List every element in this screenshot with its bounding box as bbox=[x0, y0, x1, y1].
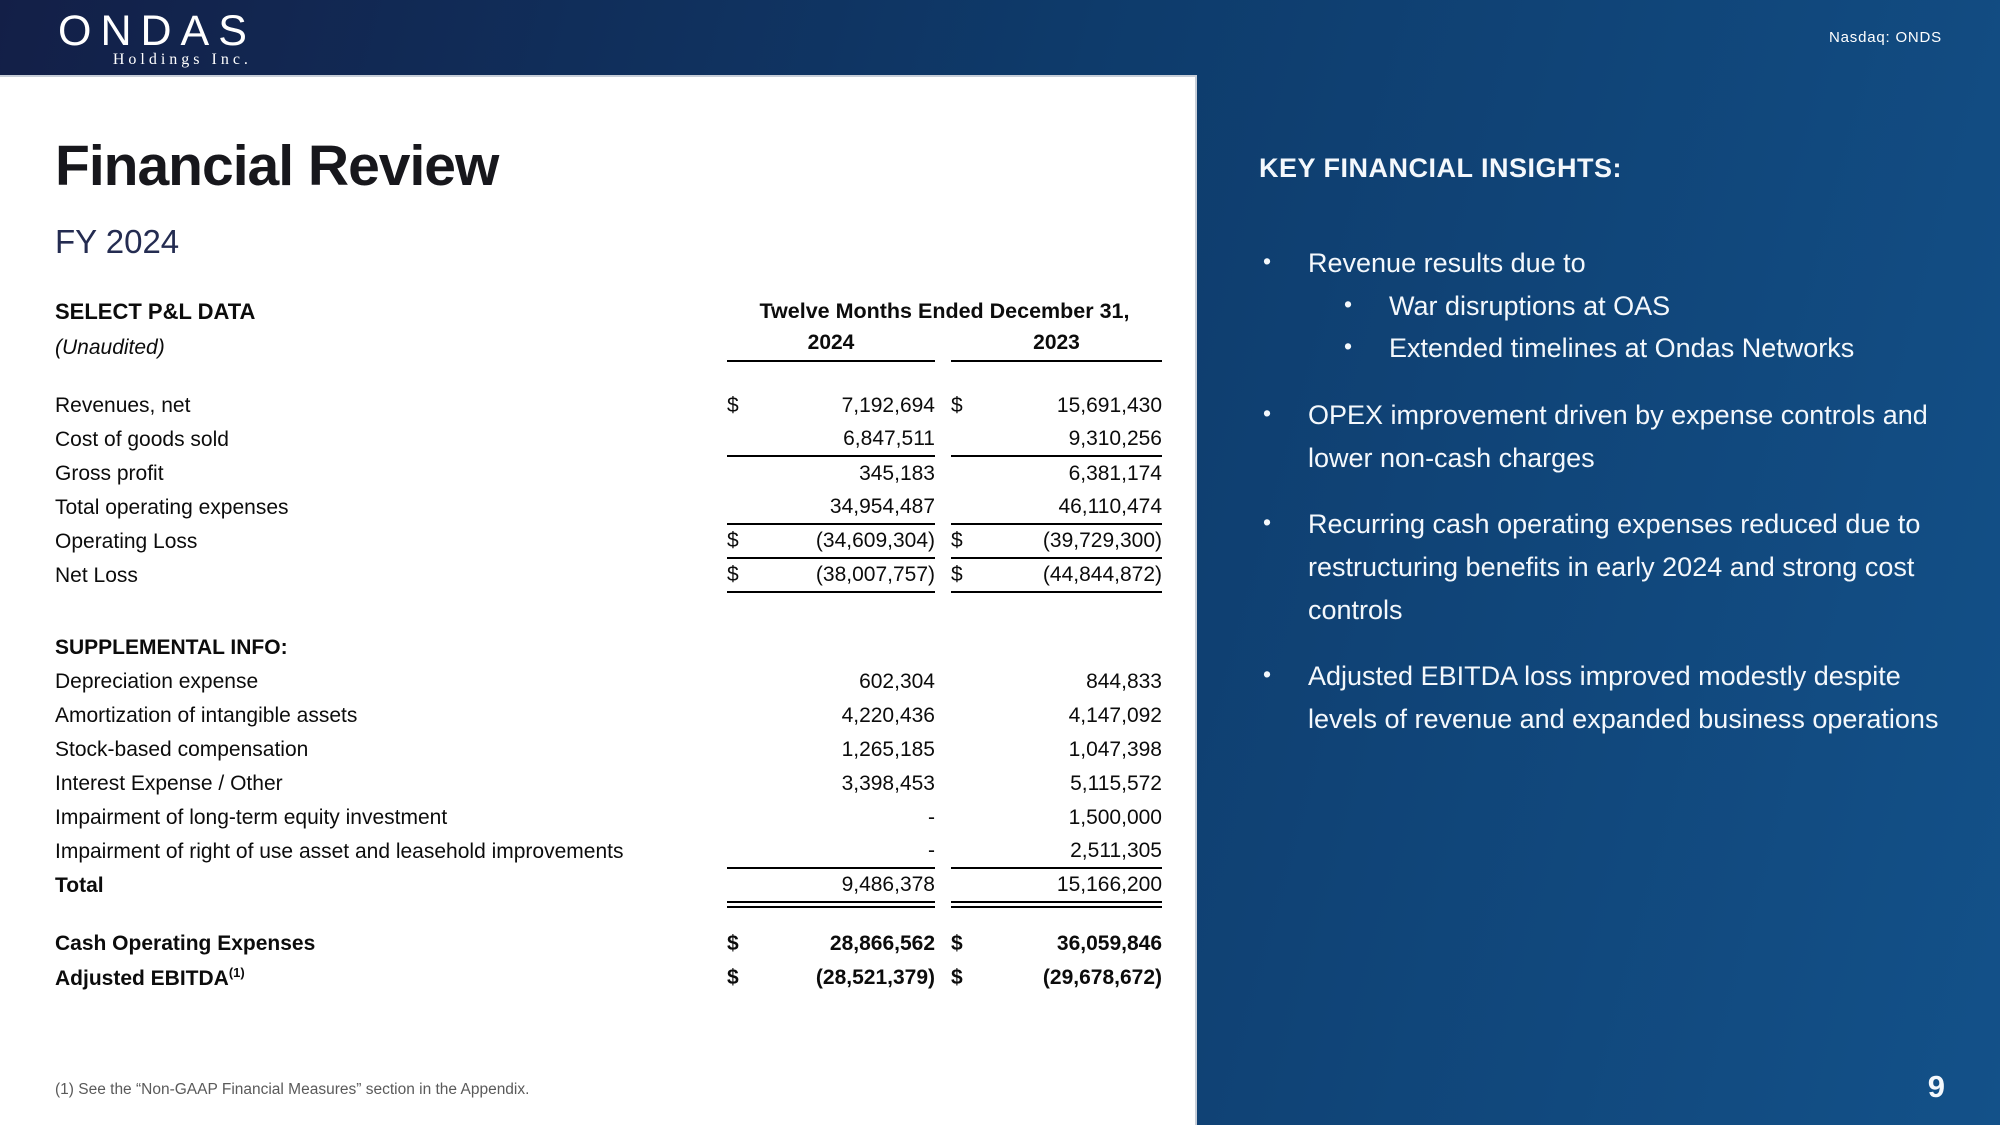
cell-value: 602,304 bbox=[859, 670, 935, 693]
cell-value: 4,220,436 bbox=[841, 704, 935, 727]
cell-value: 345,183 bbox=[859, 462, 935, 485]
dollar-sign: $ bbox=[951, 394, 963, 417]
cell-c23 bbox=[951, 665, 1162, 699]
cell-c24 bbox=[727, 389, 935, 423]
table-title: SELECT P&L DATA bbox=[55, 299, 256, 324]
table-subtitle: (Unaudited) bbox=[55, 336, 165, 359]
row-label: Adjusted EBITDA$^{(1)}$ bbox=[55, 965, 245, 990]
insights-panel bbox=[1197, 75, 2000, 1125]
bullet-text: Revenue results due to bbox=[1308, 248, 1586, 278]
cell-value: 9,486,378 bbox=[841, 873, 935, 896]
cell-value: 6,847,511 bbox=[843, 427, 935, 450]
cell-value: 1,047,398 bbox=[1068, 738, 1162, 761]
cell-value: 6,381,174 bbox=[1068, 462, 1162, 485]
row-label: Cash Operating Expenses bbox=[55, 932, 316, 955]
table-row bbox=[55, 869, 1162, 903]
insights-heading: KEY FINANCIAL INSIGHTS: bbox=[1259, 153, 1623, 183]
row-label: Cost of goods sold bbox=[55, 428, 229, 451]
insight-bullet bbox=[1259, 655, 1942, 740]
cell-c24 bbox=[727, 927, 935, 961]
row-label: Net Loss bbox=[55, 564, 138, 587]
row-label: Operating Loss bbox=[55, 530, 198, 553]
table-spacer bbox=[55, 593, 1162, 631]
cell-value: 15,166,200 bbox=[1056, 873, 1162, 896]
cell-value: 844,833 bbox=[1086, 670, 1162, 693]
cell-c23 bbox=[951, 927, 1162, 961]
cell-c24 bbox=[727, 457, 935, 491]
logo-wordmark: ONDAS bbox=[58, 7, 256, 55]
table-row bbox=[55, 491, 1162, 525]
cell-value: 3,398,453 bbox=[841, 772, 935, 795]
cell-value: 9,310,256 bbox=[1068, 427, 1162, 450]
row-label: SUPPLEMENTAL INFO: bbox=[55, 636, 288, 659]
cell-c24 bbox=[727, 767, 935, 801]
period-header: Twelve Months Ended December 31, bbox=[759, 299, 1130, 323]
row-label: Impairment of right of use asset and leasehold improvements bbox=[55, 840, 624, 863]
cell-c23 bbox=[951, 491, 1162, 525]
cell-c24 bbox=[727, 733, 935, 767]
cell-value: 36,059,846 bbox=[1056, 932, 1162, 955]
table-row bbox=[55, 835, 1162, 869]
dollar-sign: $ bbox=[727, 529, 739, 552]
page-title: Financial Review bbox=[55, 134, 499, 198]
table-row bbox=[55, 961, 1162, 995]
content-panel bbox=[0, 75, 1197, 1125]
insight-bullet bbox=[1259, 394, 1942, 479]
table-row bbox=[55, 699, 1162, 733]
table-row bbox=[55, 927, 1162, 961]
cell-value: 5,115,572 bbox=[1070, 772, 1162, 795]
ondas-logo bbox=[58, 7, 256, 69]
ticker-label: Nasdaq: ONDS bbox=[1829, 29, 1942, 46]
insight-sub-list bbox=[1308, 285, 1942, 370]
cell-value: - bbox=[928, 839, 935, 862]
insight-sub-bullet bbox=[1340, 285, 1942, 328]
cell-c23 bbox=[951, 801, 1162, 835]
cell-value: 46,110,474 bbox=[1058, 495, 1162, 518]
row-label: Total bbox=[55, 874, 104, 897]
cell-c24 bbox=[727, 423, 935, 457]
cell-c24 bbox=[727, 525, 935, 559]
row-label: Impairment of long-term equity investment bbox=[55, 806, 448, 829]
table-header-labels bbox=[55, 299, 727, 362]
bullet-text: War disruptions at OAS bbox=[1389, 290, 1671, 321]
table-row bbox=[55, 525, 1162, 559]
row-label: Amortization of intangible assets bbox=[55, 704, 358, 727]
page-subtitle: FY 2024 bbox=[55, 223, 180, 260]
cell-c24 bbox=[727, 665, 935, 699]
footnote: (1) See the “Non-GAAP Financial Measures” section in the Appendix. bbox=[55, 1081, 530, 1098]
cell-c24 bbox=[727, 699, 935, 733]
dollar-sign: $ bbox=[727, 563, 739, 586]
table-row bbox=[55, 733, 1162, 767]
table-row bbox=[55, 423, 1162, 457]
table-row bbox=[55, 389, 1162, 423]
insights-list bbox=[1259, 242, 1942, 741]
cell-value: (39,729,300) bbox=[1042, 529, 1162, 552]
year-headers bbox=[727, 331, 1162, 362]
cell-value: 7,192,694 bbox=[841, 394, 935, 417]
dollar-sign: $ bbox=[951, 563, 963, 586]
bullet-text: Extended timelines at Ondas Networks bbox=[1389, 333, 1855, 364]
cell-value: 28,866,562 bbox=[829, 932, 935, 955]
cell-value: 15,691,430 bbox=[1056, 394, 1162, 417]
table-row bbox=[55, 457, 1162, 491]
cell-value: (29,678,672) bbox=[1042, 966, 1162, 989]
cell-c24 bbox=[727, 835, 935, 869]
pl-table bbox=[55, 299, 1162, 995]
header-bar bbox=[0, 0, 2000, 75]
insight-sub-bullet bbox=[1340, 327, 1942, 370]
bullet-icon: • bbox=[1263, 248, 1272, 274]
insight-bullet bbox=[1259, 503, 1942, 631]
bullet-text: Adjusted EBITDA loss improved modestly despite levels of revenue and expanded business operations bbox=[1308, 661, 1939, 734]
cell-value: - bbox=[928, 806, 935, 829]
cell-c24 bbox=[727, 869, 935, 903]
table-rows bbox=[55, 389, 1162, 995]
row-label: Depreciation expense bbox=[55, 670, 259, 693]
table-header bbox=[55, 299, 1162, 362]
bullet-icon: • bbox=[1263, 399, 1272, 426]
row-label: Revenues, net bbox=[55, 394, 191, 417]
cell-c23 bbox=[951, 423, 1162, 457]
cell-c24 bbox=[727, 559, 935, 593]
cell-c23 bbox=[951, 389, 1162, 423]
cell-value: (28,521,379) bbox=[815, 966, 935, 989]
cell-c23 bbox=[951, 961, 1162, 995]
cell-c23 bbox=[951, 767, 1162, 801]
table-period-block bbox=[727, 299, 1162, 362]
cell-value: 4,147,092 bbox=[1068, 704, 1162, 727]
cell-c24 bbox=[727, 491, 935, 525]
table-row bbox=[55, 559, 1162, 593]
cell-value: 2,511,305 bbox=[1070, 839, 1162, 862]
dollar-sign: $ bbox=[727, 394, 739, 417]
row-label: Stock-based compensation bbox=[55, 738, 309, 761]
row-label: Interest Expense / Other bbox=[55, 772, 283, 795]
dollar-sign: $ bbox=[951, 529, 963, 552]
dollar-sign: $ bbox=[727, 932, 739, 955]
table-row bbox=[55, 767, 1162, 801]
year-header-2024: 2024 bbox=[727, 331, 935, 362]
page-number: 9 bbox=[1927, 1069, 1945, 1104]
cell-value: 1,265,185 bbox=[841, 738, 935, 761]
cell-c23 bbox=[951, 733, 1162, 767]
cell-value: 1,500,000 bbox=[1068, 806, 1162, 829]
bullet-text: OPEX improvement driven by expense controls and lower non-cash charges bbox=[1308, 399, 1928, 473]
bullet-icon: • bbox=[1263, 661, 1272, 688]
dollar-sign: $ bbox=[951, 932, 963, 955]
bullet-text: Recurring cash operating expenses reduced due to restructuring benefits in early 2024 and strong cost controls bbox=[1308, 509, 1921, 625]
cell-c23 bbox=[951, 835, 1162, 869]
year-header-2023: 2023 bbox=[951, 331, 1162, 362]
cell-c24 bbox=[727, 801, 935, 835]
row-label: Gross profit bbox=[55, 462, 164, 485]
bullet-icon: • bbox=[1263, 509, 1272, 536]
cell-value: (34,609,304) bbox=[815, 529, 935, 552]
insight-bullet bbox=[1259, 242, 1942, 370]
dollar-sign: $ bbox=[951, 966, 963, 989]
cell-value: 34,954,487 bbox=[829, 495, 935, 518]
table-row bbox=[55, 631, 1162, 665]
logo-subtext: Holdings Inc. bbox=[112, 51, 252, 68]
cell-c23 bbox=[951, 457, 1162, 491]
cell-c24 bbox=[727, 961, 935, 995]
bullet-icon: • bbox=[1344, 290, 1353, 317]
table-row bbox=[55, 801, 1162, 835]
cell-value: (38,007,757) bbox=[815, 563, 935, 586]
cell-c23 bbox=[951, 869, 1162, 903]
row-label: Total operating expenses bbox=[55, 496, 289, 519]
bullet-icon: • bbox=[1344, 333, 1353, 360]
cell-c23 bbox=[951, 559, 1162, 593]
dollar-sign: $ bbox=[727, 966, 739, 989]
cell-value: (44,844,872) bbox=[1042, 563, 1162, 586]
table-row bbox=[55, 665, 1162, 699]
cell-c23 bbox=[951, 525, 1162, 559]
cell-c23 bbox=[951, 699, 1162, 733]
